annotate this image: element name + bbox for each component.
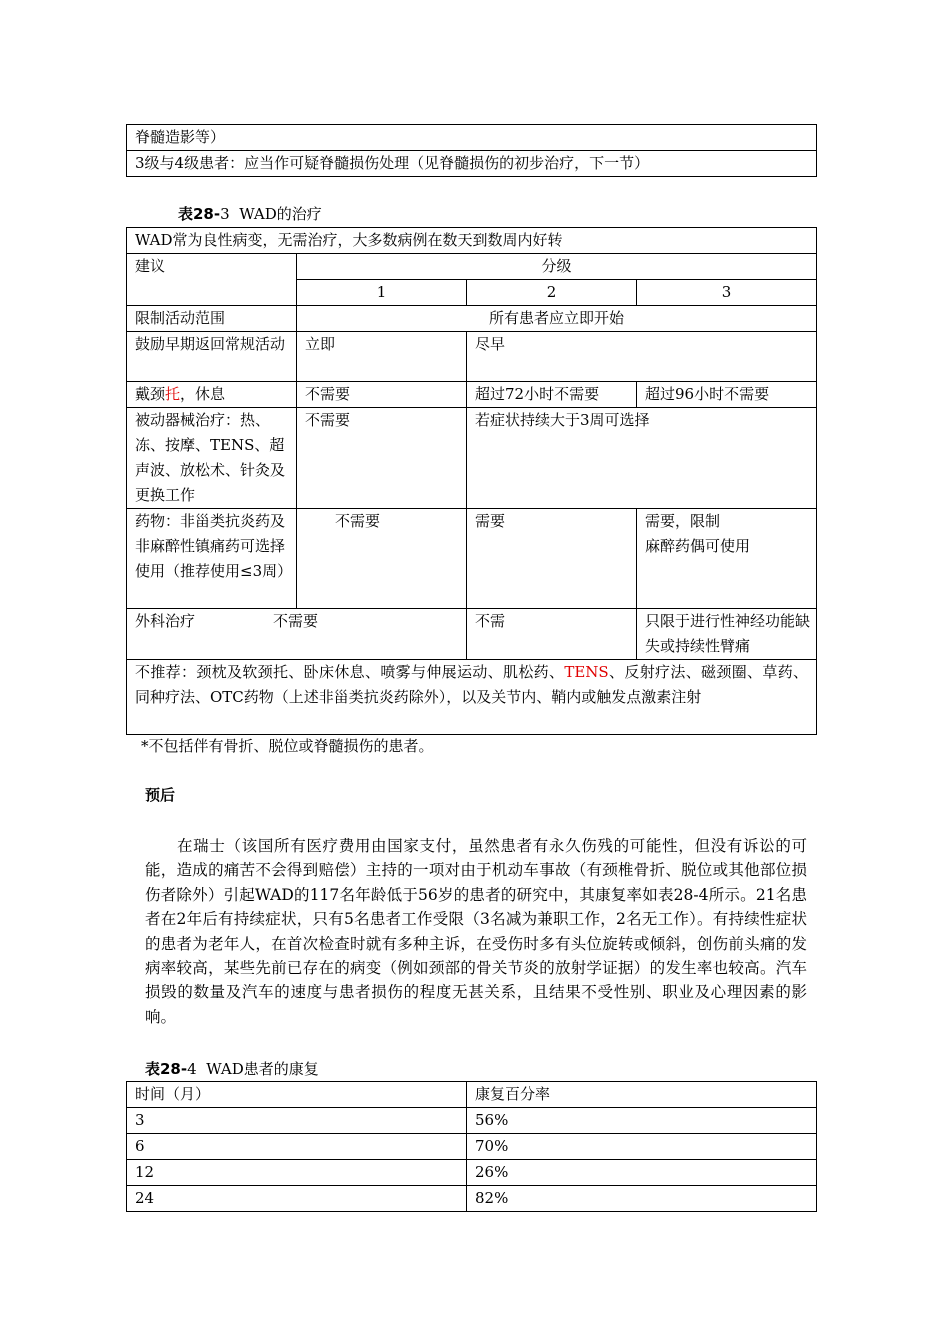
table-row-rate: 56% [467, 1108, 817, 1134]
header-suggest: 建议 [127, 254, 297, 306]
row-limit-activity-label: 限制活动范围 [127, 306, 297, 332]
row-encourage-label: 鼓励早期返回常规活动 [127, 332, 297, 382]
table-28-3-caption [178, 203, 322, 225]
row-passive-grade-1: 不需要 [297, 408, 467, 509]
header-recovery: 康复百分率 [467, 1082, 817, 1108]
caption-4-text: WAD患者的康复 [206, 1060, 319, 1078]
prognosis-heading: 预后 [145, 786, 176, 804]
table-28-3-footnote: *不包括伴有骨折、脱位或脊髓损伤的患者。 [141, 737, 434, 755]
row-passive-label: 被动器械治疗：热、冻、按摩、TENS、超声波、放松术、针灸及更换工作 [127, 408, 297, 509]
row-collar-grade-1: 不需要 [297, 382, 467, 408]
table-row-time: 24 [127, 1186, 467, 1212]
row-collar-grade-2: 超过72小时不需要 [467, 382, 637, 408]
grade-3-header: 3 [637, 280, 817, 306]
surgery-label: 外科治疗 [135, 612, 196, 630]
row-drugs-label: 药物：非甾类抗炎药及非麻醉性镇痛药可选择使用（推荐使用≤3周） [127, 509, 297, 609]
top-table-row-1: 脊髓造影等） [127, 125, 817, 151]
collar-label-red: 托 [165, 385, 181, 403]
grade-1-header: 1 [297, 280, 467, 306]
grade-2-header: 2 [467, 280, 637, 306]
row-drugs-grade-2: 需要 [467, 509, 637, 609]
table-intro: WAD常为良性病变，无需治疗，大多数病例在数天到数周内好转 [127, 228, 817, 254]
row-encourage-grade-2-3: 尽早 [467, 332, 817, 382]
collar-label-a: 戴颈 [135, 385, 166, 403]
row-limit-activity-value: 所有患者应立即开始 [297, 306, 817, 332]
caption-number: 3 [220, 205, 230, 223]
row-encourage-grade-1: 立即 [297, 332, 467, 382]
table-row-rate: 70% [467, 1134, 817, 1160]
row-surgery-label [127, 609, 467, 660]
table-row-rate: 82% [467, 1186, 817, 1212]
top-table-row-2: 3级与4级患者：应当作可疑脊髓损伤处理（见脊髓损伤的初步治疗，下一节） [127, 151, 817, 177]
row-drugs-grade-3 [637, 509, 817, 609]
header-time: 时间（月） [127, 1082, 467, 1108]
prognosis-paragraph: 在瑞士（该国所有医疗费用由国家支付，虽然患者有永久伤残的可能性，但没有诉讼的可能，造成的痛苦不会得到赔偿）主持的一项对由于机动车事故（有颈椎骨折、脱位或其他部位损伤者除外）引起WAD的117名年龄低于56岁的患者的研究中，其康复率如表28-4所示。21名患者在2年后有持续症状，只有5名患者工作受限（3名减为兼职工作，2名无工作）。有持续性症状的患者为老年人，在首次检查时就有多种主诉，在受伤时多有头位旋转或倾斜，创伤前头痛的发病率较高，某些先前已存在的病变（例如颈部的骨关节炎的放射学证据）的发生率也较高。汽车损毁的数量及汽车的速度与患者损伤的程度无甚关系，且结果不受性别、职业及心理因素的影响。 [145, 837, 807, 1026]
row-passive-grade-2-3: 若症状持续大于3周可选择 [467, 408, 817, 509]
table-row-time: 3 [127, 1108, 467, 1134]
top-table [126, 124, 817, 177]
caption-4-label: 表28- [145, 1060, 188, 1078]
drugs-grade-3-line-1: 需要，限制 [645, 512, 721, 530]
row-surgery-grade-1: 不需要 [273, 612, 319, 630]
collar-label-b: ，休息 [180, 385, 226, 403]
row-not-recommended [127, 660, 817, 735]
caption-label: 表28- [178, 205, 221, 223]
table-28-4-caption [145, 1058, 319, 1080]
header-grade: 分级 [297, 254, 817, 280]
row-drugs-grade-1: 不需要 [297, 509, 467, 609]
row-surgery-grade-2: 不需 [467, 609, 637, 660]
not-recommended-b: 、反射疗法、磁颈圈、草药、同种疗法、OTC药物（上述非甾类抗炎药除外），以及关节内、鞘内或触发点激素注射 [135, 663, 809, 706]
caption-4-number: 4 [187, 1060, 197, 1078]
not-recommended-a: 不推荐：颈枕及软颈托、卧床休息、喷雾与伸展运动、肌松药、 [135, 663, 565, 681]
row-collar-label [127, 382, 297, 408]
table-row-rate: 26% [467, 1160, 817, 1186]
row-surgery-grade-3: 只限于进行性神经功能缺失或持续性臂痛 [637, 609, 817, 660]
table-row-time: 12 [127, 1160, 467, 1186]
row-collar-grade-3: 超过96小时不需要 [637, 382, 817, 408]
table-28-4 [126, 1081, 817, 1212]
table-28-3 [126, 227, 817, 735]
caption-text: WAD的治疗 [239, 205, 322, 223]
drugs-grade-3-line-2: 麻醉药偶可使用 [645, 537, 751, 555]
table-row-time: 6 [127, 1134, 467, 1160]
not-recommended-red: TENS [564, 663, 609, 681]
